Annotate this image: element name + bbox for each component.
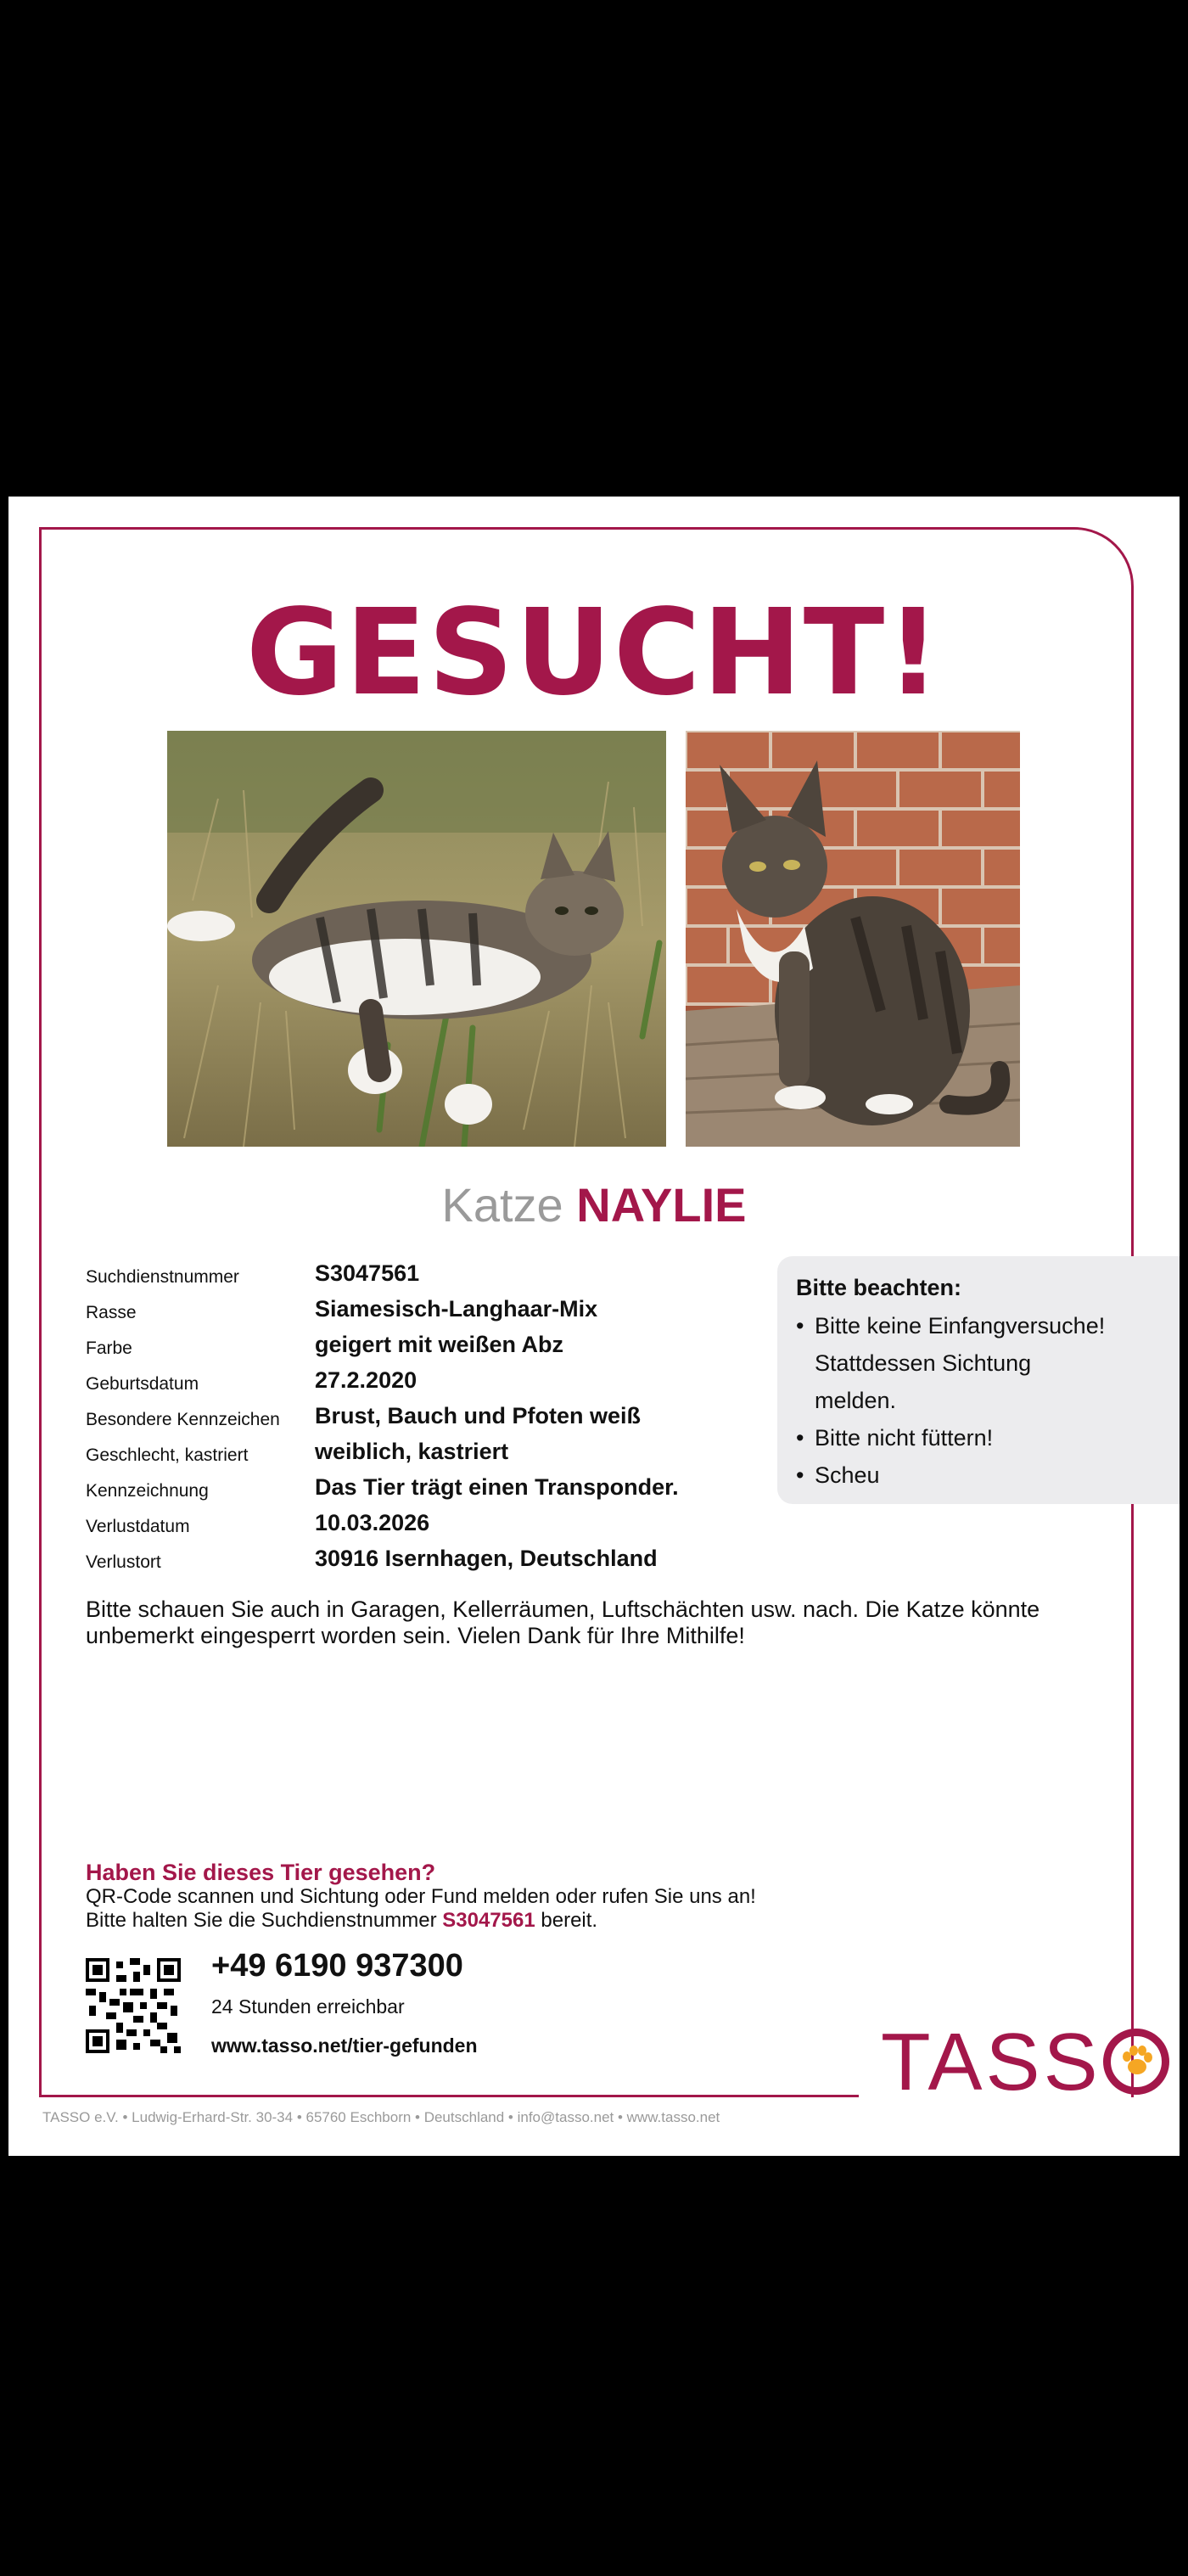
detail-label: Geburtsdatum — [86, 1374, 199, 1394]
animal-name: NAYLIE — [576, 1178, 747, 1232]
notice-item-continuation: Stattdessen Sichtung — [815, 1350, 1032, 1376]
availability-text: 24 Stunden erreichbar — [211, 1995, 405, 2018]
detail-row — [86, 1439, 782, 1474]
info-paragraph-line1: Bitte schauen Sie auch in Garagen, Kellerräumen, Luftschächten usw. nach. Die Katze könnte — [86, 1597, 1040, 1622]
detail-value: S3047561 — [315, 1260, 420, 1286]
detail-label: Geschlecht, kastriert — [86, 1445, 249, 1465]
detail-row — [86, 1546, 782, 1581]
detail-label: Verlustort — [86, 1552, 161, 1572]
detail-value: 30916 Isernhagen, Deutschland — [315, 1546, 658, 1571]
tasso-logo-text: TASS — [881, 2017, 1101, 2107]
detail-row — [86, 1367, 782, 1403]
detail-row — [86, 1260, 782, 1296]
detail-label: Besondere Kennzeichen — [86, 1410, 280, 1429]
notice-item: • Scheu — [796, 1456, 1163, 1494]
info-paragraph — [86, 1597, 1104, 1649]
detail-label: Rasse — [86, 1303, 137, 1322]
paw-icon — [1103, 2029, 1169, 2095]
notice-item: • Bitte keine Einfangversuche! — [796, 1307, 1163, 1344]
detail-row — [86, 1332, 782, 1367]
seen-question: Haben Sie dieses Tier gesehen? — [86, 1860, 436, 1885]
animal-species: Katze — [441, 1178, 563, 1232]
detail-value: weiblich, kastriert — [315, 1439, 509, 1464]
detail-row — [86, 1474, 782, 1510]
notice-box — [777, 1256, 1180, 1504]
headline: GESUCHT! — [245, 584, 943, 722]
qr-code-icon[interactable] — [86, 1958, 181, 2053]
detail-label: Kennzeichnung — [86, 1481, 209, 1501]
notice-list — [796, 1307, 1163, 1494]
seen-reference-line: Bitte halten Sie die Suchdienstnummer S3047561 bereit. — [86, 1909, 598, 1932]
detail-row — [86, 1510, 782, 1546]
detail-value: geigert mit weißen Abz — [315, 1332, 564, 1357]
animal-title — [8, 1176, 1180, 1235]
poster-frame-bottom — [39, 2095, 859, 2097]
footer-address: TASSO e.V. • Ludwig-Erhard-Str. 30-34 • 65760 Eschborn • Deutschland • info@tasso.net • www.tasso.net — [42, 2109, 720, 2125]
cat-photo-grass — [167, 731, 666, 1147]
missing-poster — [8, 497, 1180, 2156]
cat-photo-brick-wall — [686, 731, 1020, 1147]
seen-instruction: QR-Code scannen und Sichtung oder Fund melden oder rufen Sie uns an! — [86, 1885, 756, 1908]
detail-label: Farbe — [86, 1339, 132, 1358]
info-paragraph-line2: unbemerkt eingesperrt worden sein. Vielen Dank für Ihre Mithilfe! — [86, 1623, 745, 1648]
details-table — [86, 1260, 782, 1581]
detail-value: 27.2.2020 — [315, 1367, 417, 1393]
notice-item-continuation: melden. — [815, 1388, 897, 1413]
detail-row — [86, 1296, 782, 1332]
tasso-logo — [881, 2017, 1169, 2107]
detail-value: 10.03.2026 — [315, 1510, 430, 1535]
detail-value: Siamesisch-Langhaar-Mix — [315, 1296, 598, 1322]
phone-number[interactable]: +49 6190 937300 — [211, 1948, 463, 1984]
detail-label: Verlustdatum — [86, 1517, 190, 1536]
detail-value: Das Tier trägt einen Transponder. — [315, 1474, 679, 1500]
detail-row — [86, 1403, 782, 1439]
detail-label: Suchdienstnummer — [86, 1267, 239, 1287]
notice-item: • Bitte nicht füttern! — [796, 1419, 1163, 1456]
notice-title: Bitte beachten: — [796, 1275, 962, 1300]
search-number-ref: S3047561 — [442, 1909, 535, 1932]
website-link[interactable]: www.tasso.net/tier-gefunden — [211, 2034, 478, 2057]
detail-value: Brust, Bauch und Pfoten weiß — [315, 1403, 642, 1428]
